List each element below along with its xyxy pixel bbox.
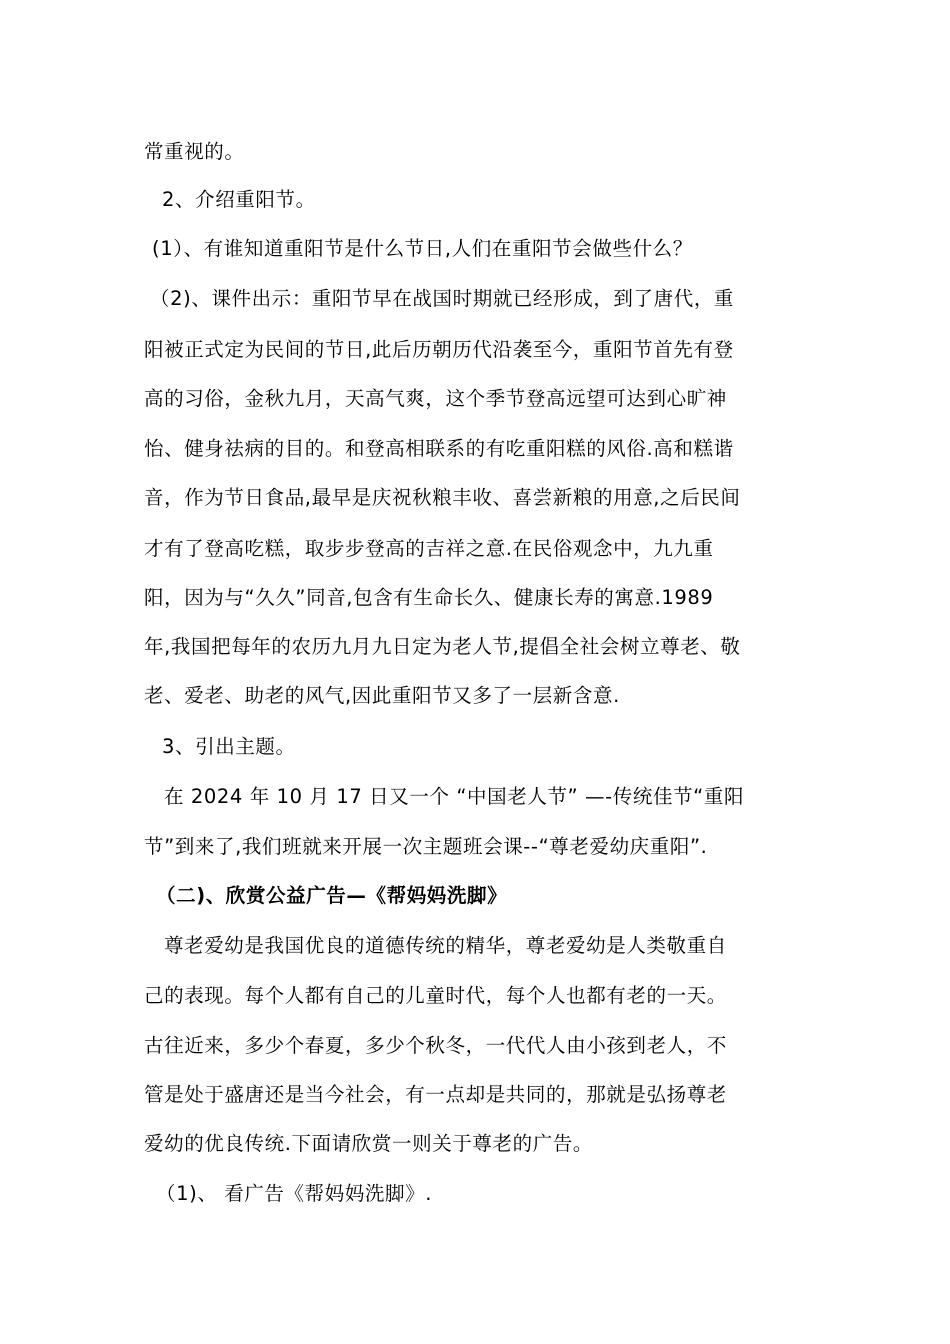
paragraph-line: 在 2024 年 10 月 17 日又一个 “中国老人节” —-传统佳节“重阳 — [164, 785, 745, 808]
paragraph-line: 怡、健身祛病的目的。和登高相联系的有吃重阳糕的风俗.高和糕谐 — [144, 437, 734, 460]
section-heading: （二)、欣赏公益广告—《帮妈妈洗脚》 — [156, 884, 508, 907]
paragraph-line: (1）、有谁知道重阳节是什么节日,人们在重阳节会做些什么？ — [152, 237, 693, 260]
paragraph-line: 管是处于盛唐还是当今社会，有一点却是共同的，那就是弘扬尊老 — [144, 1083, 727, 1106]
paragraph-line: 才有了登高吃糕，取步步登高的吉祥之意.在民俗观念中，九九重 — [144, 537, 714, 560]
paragraph-line: 高的习俗，金秋九月，天高气爽，这个季节登高远望可达到心旷神 — [144, 387, 727, 410]
paragraph-line: （2)、课件出示：重阳节早在战国时期就已经形成，到了唐代，重 — [150, 287, 735, 310]
section-heading: 2、介绍重阳节。 — [162, 188, 316, 211]
paragraph-line: 爱幼的优良传统.下面请欣赏一则关于尊老的广告。 — [144, 1132, 593, 1155]
paragraph-line: （1)、 看广告《帮妈妈洗脚》. — [156, 1182, 433, 1205]
paragraph-line: 己的表现。每个人都有自己的儿童时代，每个人也都有老的一天。 — [144, 984, 727, 1007]
paragraph-line: 古往近来，多少个春夏，多少个秋冬，一代代人由小孩到老人，不 — [144, 1034, 727, 1057]
paragraph-line: 年,我国把每年的农历九月九日定为老人节,提倡全社会树立尊老、敬 — [144, 635, 741, 658]
paragraph-line: 音，作为节日食品,最早是庆祝秋粮丰收、喜尝新粮的用意,之后民间 — [144, 486, 741, 509]
paragraph-line: 老、爱老、助老的风气,因此重阳节又多了一层新含意. — [144, 684, 620, 707]
paragraph-line: 常重视的。 — [144, 140, 245, 163]
paragraph-line: 节”到来了,我们班就来开展一次主题班会课--“尊老爱幼庆重阳”. — [144, 835, 708, 858]
paragraph-line: 尊老爱幼是我国优良的道德传统的精华，尊老爱幼是人类敬重自 — [164, 934, 727, 957]
paragraph-line: 阳被正式定为民间的节日,此后历朝历代沿袭至今，重阳节首先有登 — [144, 338, 734, 361]
paragraph-line: 阳，因为与“久久”同音,包含有生命长久、健康长寿的寓意.1989 — [144, 586, 714, 609]
section-heading: 3、引出主题。 — [162, 735, 296, 758]
